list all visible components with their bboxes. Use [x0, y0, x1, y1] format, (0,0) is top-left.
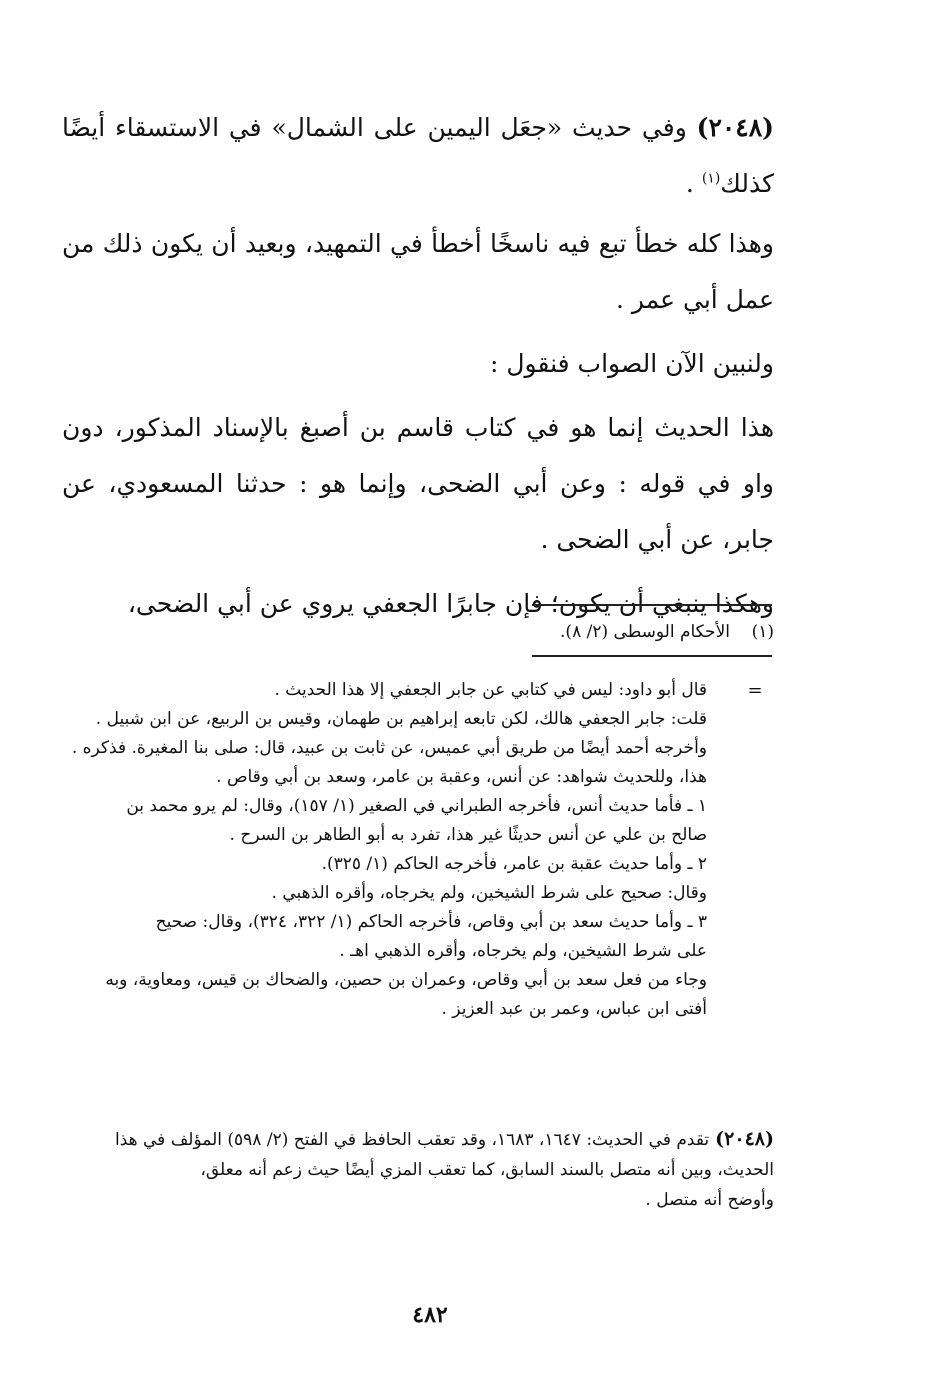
paragraph-2048	[62, 100, 774, 212]
note-line: ٣ ـ وأما حديث سعد بن أبي وقاص، فأخرجه الحاكم (١/ ٣٢٢، ٣٢٤)، وقال: صحيح	[155, 912, 707, 932]
paragraph-error-note: وهذا كله خطأ تبع فيه ناسخًا أخطأ في التمهيد، وبعيد أن يكون ذلك من عمل أبي عمر .	[62, 229, 774, 314]
note-line: قال أبو داود: ليس في كتابي عن جابر الجعفي إلا هذا الحديث .	[274, 680, 707, 700]
main-text	[62, 100, 774, 640]
paragraph-2048-text: وفي حديث «جعَل اليمين على الشمال» في الاستسقاء أيضًا كذلك	[62, 113, 774, 198]
footnote-reference: (١)	[701, 170, 721, 187]
note-2048	[62, 1124, 774, 1215]
note-line: قلت: جابر الجعفي هالك، لكن تابعه إبراهيم بن طهمان، وقيس بن الربيع، عن ابن شبيل .	[95, 709, 707, 729]
continuation-mark: =	[747, 680, 763, 701]
note-line: وقال: صحيح على شرط الشيخين، ولم يخرجاه، وأقره الذهبي .	[271, 883, 707, 903]
note-line: صالح بن علي عن أنس حديثًا غير هذا، تفرد به أبو الطاهر بن السرح .	[229, 825, 707, 845]
note-line: وأخرجه أحمد أيضًا من طريق أبي عميس، عن ثابت بن عبيد، قال: صلى بنا المغيرة. فذكره .	[71, 738, 707, 758]
note-2048-line: الحديث، وبين أنه متصل بالسند السابق، كما تعقب المزي أيضًا حيث زعم أنه معلق،	[200, 1160, 774, 1180]
paragraph-jabir: وهكذا ينبغي أن يكون؛ فإن جابرًا الجعفي يروي عن أبي الضحى،	[127, 589, 774, 618]
note-line: أفتى ابن عباس، وعمر بن عبد العزيز .	[441, 999, 707, 1019]
note-line: هذا، وللحديث شواهد: عن أنس، وعقبة بن عامر، وسعد بن أبي وقاص .	[216, 767, 707, 787]
paragraph-hadith-chain: هذا الحديث إنما هو في كتاب قاسم بن أصبغ بالإسناد المذكور، دون واو في قوله : وعن أبي الضحى، وإنما هو : حدثنا المسعودي، عن جابر، عن أبي الضحى .	[62, 413, 774, 554]
note-2048-label: (٢٠٤٨)	[715, 1128, 774, 1150]
footnote-1-mark: (١)	[751, 622, 774, 642]
note-2048-line: تقدم في الحديث: ١٦٤٧، ١٦٨٣، وقد تعقب الحافظ في الفتح (٢/ ٥٩٨) المؤلف في هذا	[114, 1130, 710, 1150]
note-line: ١ ـ فأما حديث أنس، فأخرجه الطبراني في الصغير (١/ ١٥٧)، وقال: لم يرو محمد بن	[126, 796, 707, 816]
note-2048-line: وأوضح أنه متصل .	[645, 1190, 774, 1210]
hadith-number: (٢٠٤٨)	[696, 113, 774, 142]
editor-notes	[67, 676, 707, 1024]
paragraph-correction-intro: ولنبين الآن الصواب فنقول :	[490, 349, 774, 378]
note-line: ٢ ـ وأما حديث عقبة بن عامر، فأخرجه الحاكم (١/ ٣٢٥).	[321, 854, 707, 874]
footnote-divider-bottom	[532, 655, 772, 657]
page-number: ٤٨٢	[412, 1302, 448, 1328]
footnote-1	[74, 620, 774, 644]
footnote-1-text: الأحكام الوسطى (٢/ ٨).	[560, 622, 730, 642]
note-line: وجاء من فعل سعد بن أبي وقاص، وعمران بن حصين، والضحاك بن قيس، ومعاوية، وبه	[105, 970, 707, 990]
note-line: على شرط الشيخين، ولم يخرجاه، وأقره الذهبي اهـ .	[339, 941, 707, 961]
footnote-divider-top	[532, 604, 772, 606]
paragraph-2048-end: .	[685, 169, 702, 198]
